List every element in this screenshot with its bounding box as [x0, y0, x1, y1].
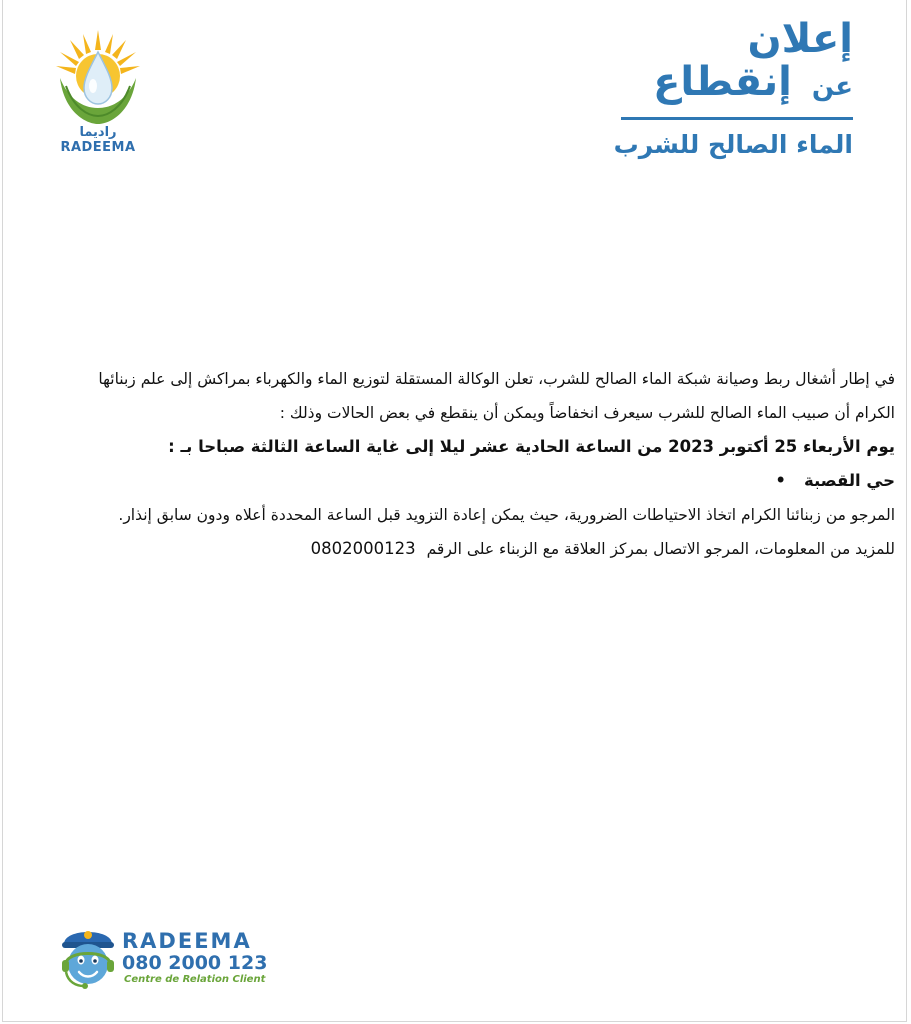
title-drinking-water: الماء الصالح للشرب — [613, 130, 853, 159]
announcement-title — [613, 16, 853, 159]
body-line-notice: الكرام أن صبيب الماء الصالح للشرب سيعرف انخفاضاً ويمكن أن ينقطع في بعض الحالات وذلك : — [279, 404, 895, 422]
title-interruption — [613, 60, 853, 109]
contact-text: للمزيد من المعلومات، المرجو الاتصال بمركز العلاقة مع الزبناء على الرقم — [426, 540, 895, 558]
title-about: عن — [811, 72, 853, 102]
contact-number: 0802000123 — [310, 539, 416, 558]
title-divider — [621, 117, 853, 120]
footer-phone: 080 2000 123 — [122, 952, 268, 974]
body-line-precautions: المرجو من زبنائنا الكرام اتخاذ الاحتياطات الضرورية، حيث يمكن إعادة التزويد قبل الساعة المحددة أعلاه ودون سابق إنذار. — [118, 506, 895, 524]
title-interruption-word: إنقطاع — [653, 59, 792, 105]
logo-brand — [50, 126, 146, 155]
footer-logo — [56, 920, 276, 992]
body-line-schedule: يوم الأربعاء 25 أكتوبر 2023 من الساعة الحادية عشر ليلا إلى غاية الساعة الثالثة صباحا بـ : — [168, 437, 895, 456]
body-line-contact — [15, 532, 895, 566]
call-center-mascot-icon — [56, 920, 120, 992]
body-bullet-item — [15, 464, 895, 498]
footer-tagline: Centre de Relation Client — [124, 974, 266, 985]
bullet-dot-icon: • — [775, 471, 786, 490]
footer-brand: RADEEMA — [122, 929, 252, 953]
footer-text — [122, 930, 267, 986]
title-announcement: إعلان — [747, 16, 853, 62]
announcement-body — [15, 362, 895, 566]
logo-arabic-name: راديما — [79, 125, 117, 140]
bullet-neighborhood: حي القصبة — [803, 471, 895, 490]
body-line-intro: في إطار أشغال ربط وصيانة شبكة الماء الصالح للشرب، تعلن الوكالة المستقلة لتوزيع الماء والكهرباء بمراكش إلى علم زبنائها — [98, 370, 895, 388]
logo-latin-name: RADEEMA — [60, 140, 136, 155]
